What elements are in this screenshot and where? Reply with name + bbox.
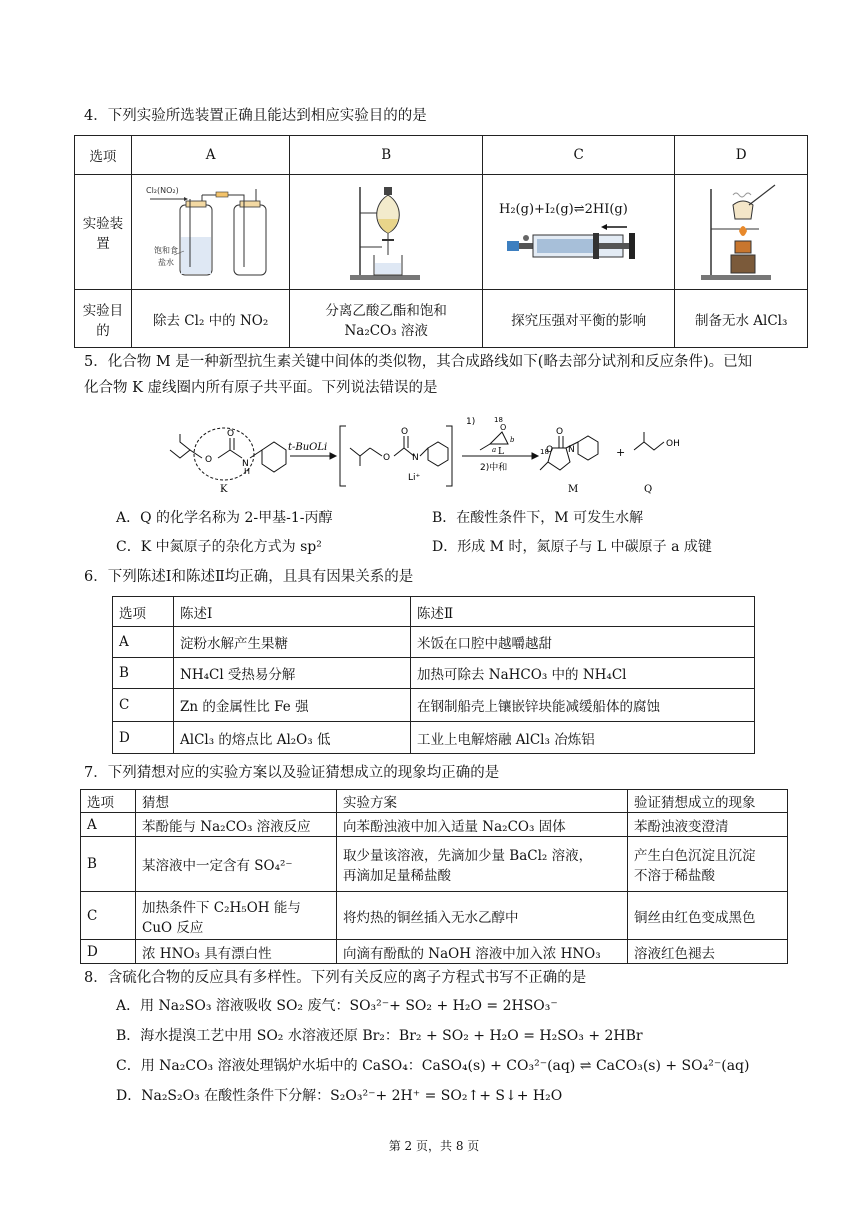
q7-row-c-plan: 将灼热的铜丝插入无水乙醇中: [337, 892, 628, 940]
q7-row-b-phenomenon: [628, 837, 788, 892]
page-footer: 第 2 页，共 8 页: [388, 1139, 480, 1153]
svg-text:O: O: [205, 455, 213, 465]
label-l: L: [498, 447, 504, 457]
apparatus-a-gas-label: Cl₂(NO₂): [145, 186, 179, 195]
q8-option-b: B．海水提溴工艺中用 SO₂ 水溶液还原 Br₂：Br₂ + SO₂ + H₂O = H₂SO₃ + 2HBr: [116, 1028, 643, 1044]
q4-title: 4．下列实验所选装置正确且能达到相应实验目的的是: [84, 108, 427, 124]
apparatus-a-liquid1: 饱和食: [153, 246, 178, 255]
q4-apparatus-d: [675, 175, 808, 290]
label-18-m: 18: [540, 448, 549, 456]
q4-purpose-b: [290, 290, 483, 348]
separatory-funnel-figure: [294, 175, 478, 285]
label-k: K: [220, 484, 228, 495]
q5-option-a: A．Q 的化学名称为 2-甲基-1-丙醇: [116, 510, 333, 526]
q6-row-b-option: B: [113, 658, 174, 689]
q6-row-d-s2: 工业上电解熔融 AlCl₃ 冶炼铝: [411, 722, 755, 754]
q6-row-c-s2: 在钢制船壳上镶嵌锌块能减缓船体的腐蚀: [411, 689, 755, 722]
q7-row-d-phenomenon: 溶液红色褪去: [628, 940, 788, 964]
q8-option-c: C．用 Na₂CO₃ 溶液处理锅炉水垢中的 CaSO₄：CaSO₄(s) + CO₃²⁻(aq) ⇌ CaCO₃(s) + SO₄²⁻(aq): [116, 1058, 750, 1074]
q7-header-option: 选项: [81, 790, 136, 813]
svg-text:N: N: [568, 445, 575, 455]
q4-header-d: D: [675, 136, 808, 175]
q7-row-a-guess: 苯酚能与 Na₂CO₃ 溶液反应: [136, 813, 337, 837]
q4-apparatus-c: [482, 175, 675, 290]
svg-text:O: O: [556, 427, 564, 437]
q7-row-b-plan-line1: 取少量该溶液，先滴加少量 BaCl₂ 溶液，: [343, 848, 593, 864]
q4-purpose-c: 探究压强对平衡的影响: [482, 290, 675, 348]
apparatus-a-liquid2: 盐水: [157, 258, 174, 267]
q7-row-a-plan: 向苯酚浊液中加入适量 Na₂CO₃ 固体: [337, 813, 628, 837]
svg-text:N: N: [242, 459, 249, 469]
q7-row-d-plan: 向滴有酚酞的 NaOH 溶液中加入浓 HNO₃: [337, 940, 628, 964]
q7-title: 7．下列猜想对应的实验方案以及验证猜想成立的现象均正确的是: [84, 765, 500, 781]
step-1: 1): [466, 417, 476, 427]
q8-title: 8．含硫化合物的反应具有多样性。下列有关反应的离子方程式书写不正确的是: [84, 970, 587, 986]
synthesis-route-scheme: [150, 408, 710, 500]
q6-row-d-s1: AlCl₃ 的熔点比 Al₂O₃ 低: [174, 722, 411, 754]
q5-line2: 化合物 K 虚线圈内所有原子共平面。下列说法错误的是: [84, 380, 438, 396]
plus-sign: +: [616, 446, 626, 459]
q6-table: [112, 596, 755, 754]
carbon-b: b: [510, 436, 515, 444]
svg-text:O: O: [401, 427, 409, 437]
q7-row-d-option: D: [81, 940, 136, 964]
q4-apparatus-label: 实验装置: [75, 175, 132, 290]
q4-apparatus-a: [131, 175, 290, 290]
q4-header-b: B: [290, 136, 483, 175]
q6-row-a-option: A: [113, 627, 174, 658]
q6-row-a-s1: 淀粉水解产生果糖: [174, 627, 411, 658]
q7-header-guess: 猜想: [136, 790, 337, 813]
q7-row-c-phenomenon: 铜丝由红色变成黑色: [628, 892, 788, 940]
q8-option-a: A．用 Na₂SO₃ 溶液吸收 SO₂ 废气：SO₃²⁻+ SO₂ + H₂O = 2HSO₃⁻: [116, 998, 558, 1014]
q7-row-a-phenomenon: 苯酚浊液变澄清: [628, 813, 788, 837]
label-m: M: [568, 484, 579, 495]
step-2: 2)中和: [480, 463, 508, 473]
q4-header-c: C: [482, 136, 675, 175]
q4-purpose-label: 实验目的: [75, 290, 132, 348]
q6-row-b-s2: 加热可除去 NaHCO₃ 中的 NH₄Cl: [411, 658, 755, 689]
q7-row-c-guess: [136, 892, 337, 940]
gas-washing-bottles-figure: [136, 175, 286, 285]
q4-purpose-b-line1: 分离乙酸乙酯和饱和: [325, 302, 447, 319]
svg-text:H: H: [244, 467, 251, 476]
label-18-reagent: 18: [494, 416, 503, 424]
q7-row-b-guess: 某溶液中一定含有 SO₄²⁻: [136, 837, 337, 892]
q4-purpose-a: 除去 Cl₂ 中的 NO₂: [131, 290, 290, 348]
q4-apparatus-b: [290, 175, 483, 290]
q7-row-a-option: A: [81, 813, 136, 837]
q6-header-statement2: 陈述Ⅱ: [411, 597, 755, 627]
q7-row-c-guess-line1: 加热条件下 C₂H₅OH 能与: [142, 899, 301, 916]
reagent-tbuoli: t-BuOLi: [288, 442, 328, 453]
q7-row-b-phen-line2: 不溶于稀盐酸: [634, 868, 715, 884]
q6-title: 6．下列陈述Ⅰ和陈述Ⅱ均正确，且具有因果关系的是: [84, 569, 414, 585]
svg-text:O: O: [227, 429, 235, 439]
svg-text:O: O: [500, 423, 507, 432]
svg-text:O: O: [546, 445, 554, 455]
q7-row-b-phen-line1: 产生白色沉淀且沉淀: [634, 848, 756, 864]
q8-option-d: D．Na₂S₂O₃ 在酸性条件下分解：S₂O₃²⁻+ 2H⁺ = SO₂↑+ S↓+ H₂O: [116, 1088, 563, 1104]
q4-table: [74, 135, 808, 348]
q4-header-option: 选项: [75, 136, 132, 175]
svg-text:O: O: [383, 453, 391, 463]
q7-row-b-plan: [337, 837, 628, 892]
q6-row-c-s1: Zn 的金属性比 Fe 强: [174, 689, 411, 722]
lithium-ion: Li⁺: [408, 473, 421, 483]
q4-header-a: A: [131, 136, 290, 175]
q4-purpose-d: 制备无水 AlCl₃: [675, 290, 808, 348]
q5-line1: 5．化合物 M 是一种新型抗生素关键中间体的类似物，其合成路线如下(略去部分试剂和反应条件)。已知: [84, 354, 753, 370]
heating-stand-figure: [679, 175, 803, 285]
q6-row-d-option: D: [113, 722, 174, 754]
q6-row-b-s1: NH₄Cl 受热易分解: [174, 658, 411, 689]
apparatus-c-equation: H₂(g)+I₂(g)⇌2HI(g): [498, 202, 628, 217]
label-q: Q: [644, 484, 653, 495]
q7-header-phenomenon: 验证猜想成立的现象: [628, 790, 788, 813]
q6-row-c-option: C: [113, 689, 174, 722]
q5-option-d: D．形成 M 时，氮原子与 L 中碳原子 a 成键: [432, 539, 712, 555]
svg-text:N: N: [412, 453, 419, 463]
q5-option-c: C．K 中氮原子的杂化方式为 sp²: [116, 539, 322, 555]
q7-table: [80, 789, 788, 964]
q7-row-b-plan-line2: 再滴加足量稀盐酸: [343, 868, 451, 884]
q7-row-c-guess-line2: CuO 反应: [142, 919, 204, 936]
q5-option-b: B．在酸性条件下，M 可发生水解: [432, 510, 644, 526]
q7-row-d-guess: 浓 HNO₃ 具有漂白性: [136, 940, 337, 964]
q7-row-c-option: C: [81, 892, 136, 940]
q6-header-statement1: 陈述Ⅰ: [174, 597, 411, 627]
q4-purpose-b-line2: Na₂CO₃ 溶液: [344, 322, 428, 339]
q6-row-a-s2: 米饭在口腔中越嚼越甜: [411, 627, 755, 658]
q6-header-option: 选项: [113, 597, 174, 627]
syringe-figure: [487, 175, 671, 285]
q7-row-b-option: B: [81, 837, 136, 892]
carbon-a: a: [492, 446, 497, 454]
svg-text:OH: OH: [666, 439, 680, 449]
q7-header-plan: 实验方案: [337, 790, 628, 813]
